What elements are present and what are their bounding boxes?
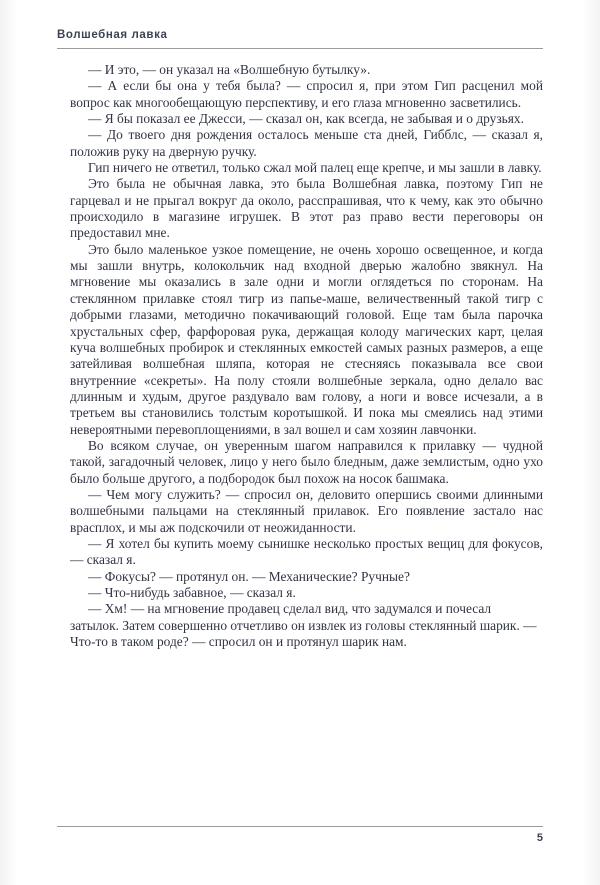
footer-rule (57, 826, 543, 827)
page-edge-shadow-right (582, 0, 600, 885)
page-edge-shadow-left (0, 0, 18, 885)
running-header (57, 28, 543, 42)
body-paragraph: — Фокусы? — протянул он. — Механические? Ручные? (88, 568, 410, 584)
header-rule (57, 48, 543, 49)
body-paragraph: Это была не обычная лавка, это была Волшебная лавка, поэтому Гип не гарцевал и не прыгал вокруг да около, расспрашивая, что к чему, как это обычно происходило в магазине игрушек. В этот раз право вести переговоры он предоставил мне. (70, 176, 543, 241)
page-number: 5 (536, 832, 543, 844)
body-paragraph: — А если бы она у тебя была? — спросил я, при этом Гип расценил мой вопрос как многообещающую перспективу, и его глаза мгновенно засветились. (70, 78, 543, 110)
body-paragraph: Во всяком случае, он уверенным шагом направился к прилавку — чудной такой, загадочный человек, лицо у него было бледным, даже землистым, одно ухо было больше другого, а подбородок был похож на носок башмака. (70, 437, 543, 486)
body-paragraph: Гип ничего не ответил, только сжал мой палец еще крепче, и мы зашли в лавку. (88, 160, 542, 176)
running-header-title: Волшебная лавка (57, 29, 168, 41)
body-paragraph: Это было маленькое узкое помещение, не очень хорошо освещенное, и когда мы зашли внутрь, колокольчик над входной дверью жалобно звякнул. На мгновение мы оказались в зале одни и могли оглядеться по сторонам. На стеклянном прилавке стоял тигр из папье-маше, величественный такой тигр с добрыми глазами, методично покачивающий головой. Еще там была парочка хрустальных сфер, фарфоровая рука, держащая колоду магических карт, целая куча волшебных пробирок и стеклянных емкостей самых разных размеров, а еще затейливая волшебная шляпа, которая не стесняясь показывала все свои внутренние «секреты». На полу стояли волшебные зеркала, одно делало вас длинным и худым, другое раздувало вам голову, а ноги и вовсе исчезали, а в третьем вы становились толстым коротышкой. И пока мы смеялись над этими невероятными перевоплощениями, в зал вошел и сам хозяин лавчонки. (70, 241, 543, 437)
body-text-block (70, 62, 543, 650)
body-paragraph: — Что-нибудь забавное, — сказал я. (88, 585, 296, 600)
body-paragraph: — Чем могу служить? — спросил он, деловито опершись своими длинными волшебными пальцами на стеклянный прилавок. Его появление застало нас врасплох, и мы аж подскочили от неожиданности. (70, 486, 543, 535)
body-paragraph: — До твоего дня рождения осталось меньше ста дней, Гибблс, — сказал я, положив руку на дверную ручку. (70, 127, 543, 159)
body-paragraph: — Хм! — на мгновение продавец сделал вид, что задумался и почесал затылок. Затем совершенно отчетливо он извлек из головы стеклянный шарик. — Что-то в таком роде? — спросил он и протянул шарик нам. (70, 601, 537, 650)
body-paragraph: — Я хотел бы купить моему сынишке несколько простых вещиц для фокусов, — сказал я. (70, 535, 543, 568)
body-paragraph: — И это, — он указал на «Волшебную бутылку». (88, 62, 371, 77)
body-paragraph: — Я бы показал ее Джесси, — сказал он, как всегда, не забывая и о друзьях. (88, 111, 524, 127)
